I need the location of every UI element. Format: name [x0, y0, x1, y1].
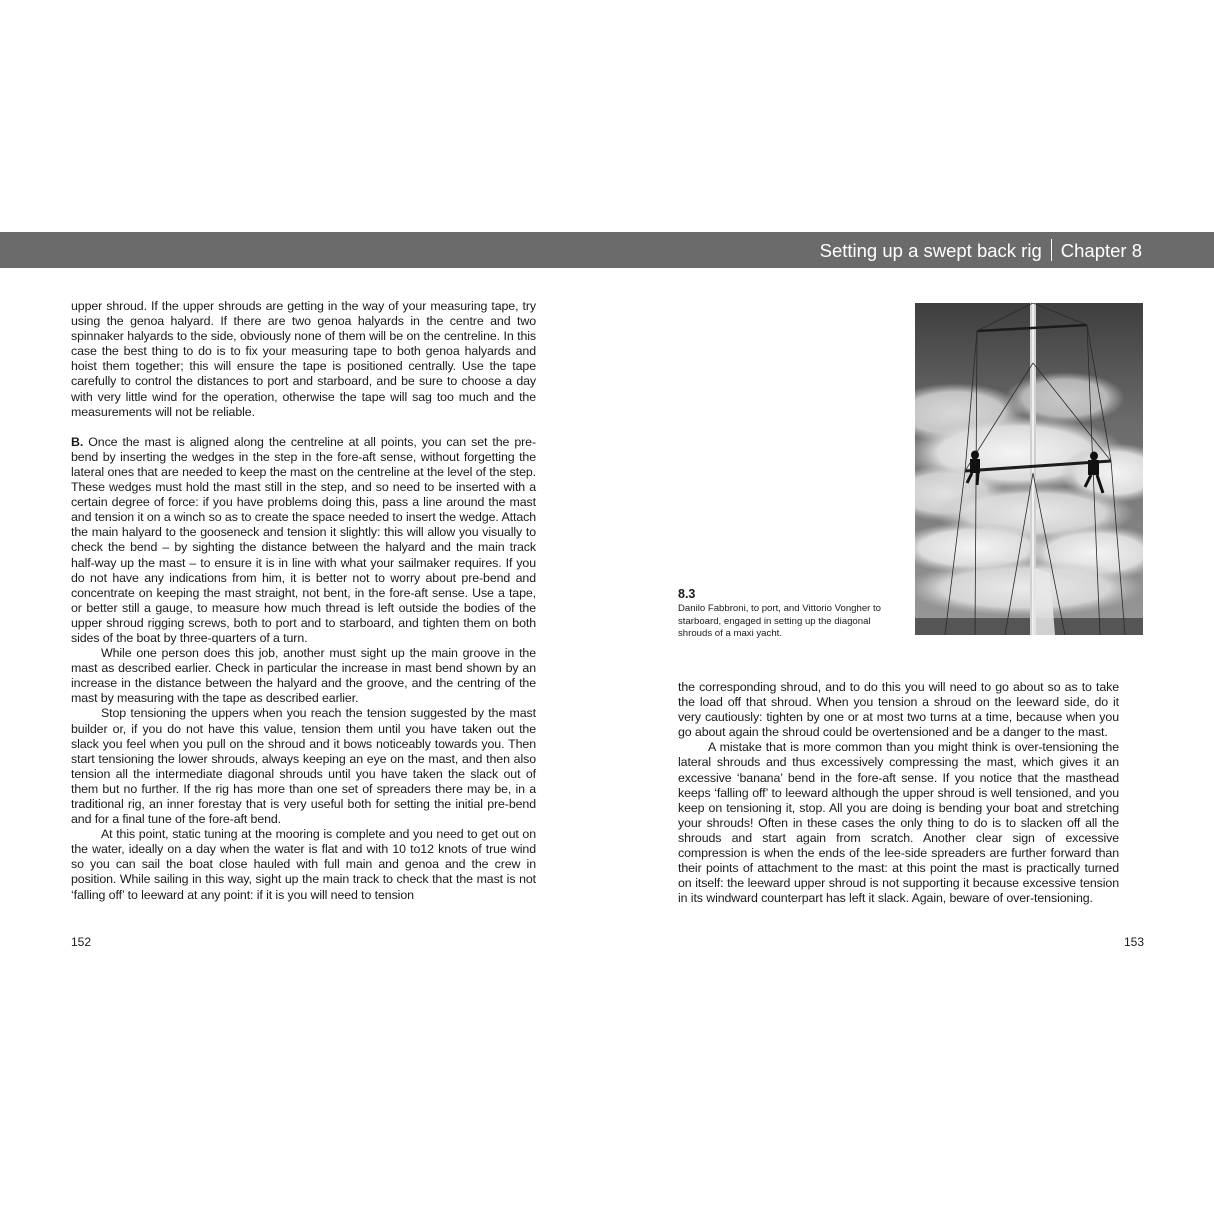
section-b-paragraph: [71, 435, 536, 646]
body-paragraph: At this point, static tuning at the mooring is complete and you need to get out on the water, ideally on a day when the water is flat and with 10 to12 knots of true wind so you can sail the boat close hauled with full main and genoa and the crew in position. While sailing in this way, sight up the main track to check that the mast is not ‘falling off’ to leeward at any point: if it is you will need to tension: [71, 827, 536, 902]
chapter-label: Chapter 8: [1060, 240, 1142, 261]
figure-caption-text: Danilo Fabbroni, to port, and Vittorio Vongher to starboard, engaged in setting up the diagonal shrouds of a maxi yacht.: [678, 603, 882, 639]
body-paragraph: the corresponding shroud, and to do this you will need to go about so as to take the load off that shroud. When you tension a shroud on the leeward side, do it very cautiously: tighten by one or at most two turns at a time, because when you go about again the shroud could be overtensioned and be a danger to the mast.: [678, 680, 1119, 740]
body-paragraph: A mistake that is more common than you might think is over-tensioning the lateral shrouds and thus excessively compressing the mast, which gives it an excessive ‘banana’ bend in the fore-aft sense. If you notice that the masthead keeps ‘falling off’ to leeward although the upper shroud is well tensioned, and you keep on tensioning it, stop. All you are doing is bending your boat and stretching your shrouds! Often in these cases the only thing to do is to slacken off all the shrouds and start again from scratch. Another clear sign of excessive compression is when the ends of the lee-side spreaders are further forward than their points of attachment to the mast: at this point the mast is practically turned on itself: the leeward upper shroud is not supporting it because excessive tension in its windward counterpart has left it slack. Again, beware of over-tensioning.: [678, 740, 1119, 906]
section-title: Setting up a swept back rig: [819, 240, 1042, 261]
section-b-text: Once the mast is aligned along the centreline at all points, you can set the pre-bend by inserting the wedges in the step in the fore-aft sense, without forgetting the lateral ones that are needed to keep the mast on the centreline at the level of the step. These wedges must hold the mast still in the step, and so need to be inserted with a certain degree of force: if you have problems doing this, pass a line around the mast and tension it on a winch so as to create the space needed to insert the wedge. Attach the main halyard to the gooseneck and tension it slightly: this will allow you visually to check the bend – by sighting the distance between the halyard and the main track half-way up the mast – to ensure it is in line with what your sailmaker requires. If you do not have any indications from him, it is better not to worry about pre-bend and concentrate on keeping the mast straight, not bent, in the fore-aft sense. Use a tape, or better still a gauge, to measure how much thread is left outside the bodies of the upper shroud rigging screws, both to port and to starboard, and tighten them on both sides of the boat by three-quarters of a turn.: [71, 434, 536, 645]
figure-caption: [678, 587, 903, 641]
section-b-lead: B.: [71, 434, 84, 449]
body-paragraph: While one person does this job, another must sight up the main groove in the mast as described earlier. Check in particular the increase in mast bend shown by an increase in the distance between the halyard and the groove, and the centring of the mast by measuring with the tape as described earlier.: [71, 646, 536, 706]
chapter-header-band: [0, 232, 1214, 268]
left-page-body: [71, 299, 536, 903]
body-paragraph: Stop tensioning the uppers when you reach the tension suggested by the mast builder or, if you do not have this value, tension them until you have taken out the slack you feel when you pull on the shroud and it bows noticeably towards you. Then start tensioning the lower shrouds, always keeping an eye on the mast, and then also tension all the intermediate diagonal shrouds until you have taken the slack out of them but no further. If the rig has more than one set of spreaders there may be, in a traditional rig, an inner forestay that is very useful both for setting the initial pre-bend and for a final tune of the fore-aft bend.: [71, 706, 536, 827]
page-number-left: 152: [71, 935, 92, 949]
page-number-right: 153: [1124, 935, 1145, 949]
right-page-body: [678, 680, 1119, 906]
body-paragraph: upper shroud. If the upper shrouds are getting in the way of your measuring tape, try using the genoa halyard. If there are two genoa halyards in the centre and two spinnaker halyards to the side, obviously none of them will be on the centreline. In this case the best thing to do is to fix your measuring tape to both genoa halyards and hoist them together; this will ensure the tape is positioned centrally. Use the tape carefully to control the distances to port and starboard, and be sure to choose a day with very little wind for the operation, otherwise the tape will sag too much and the measurements will not be reliable.: [71, 299, 536, 419]
header-divider: [1051, 239, 1052, 261]
running-header: [820, 232, 1142, 268]
figure-photo-mast: [915, 303, 1143, 635]
figure-number: 8.3: [678, 587, 696, 601]
